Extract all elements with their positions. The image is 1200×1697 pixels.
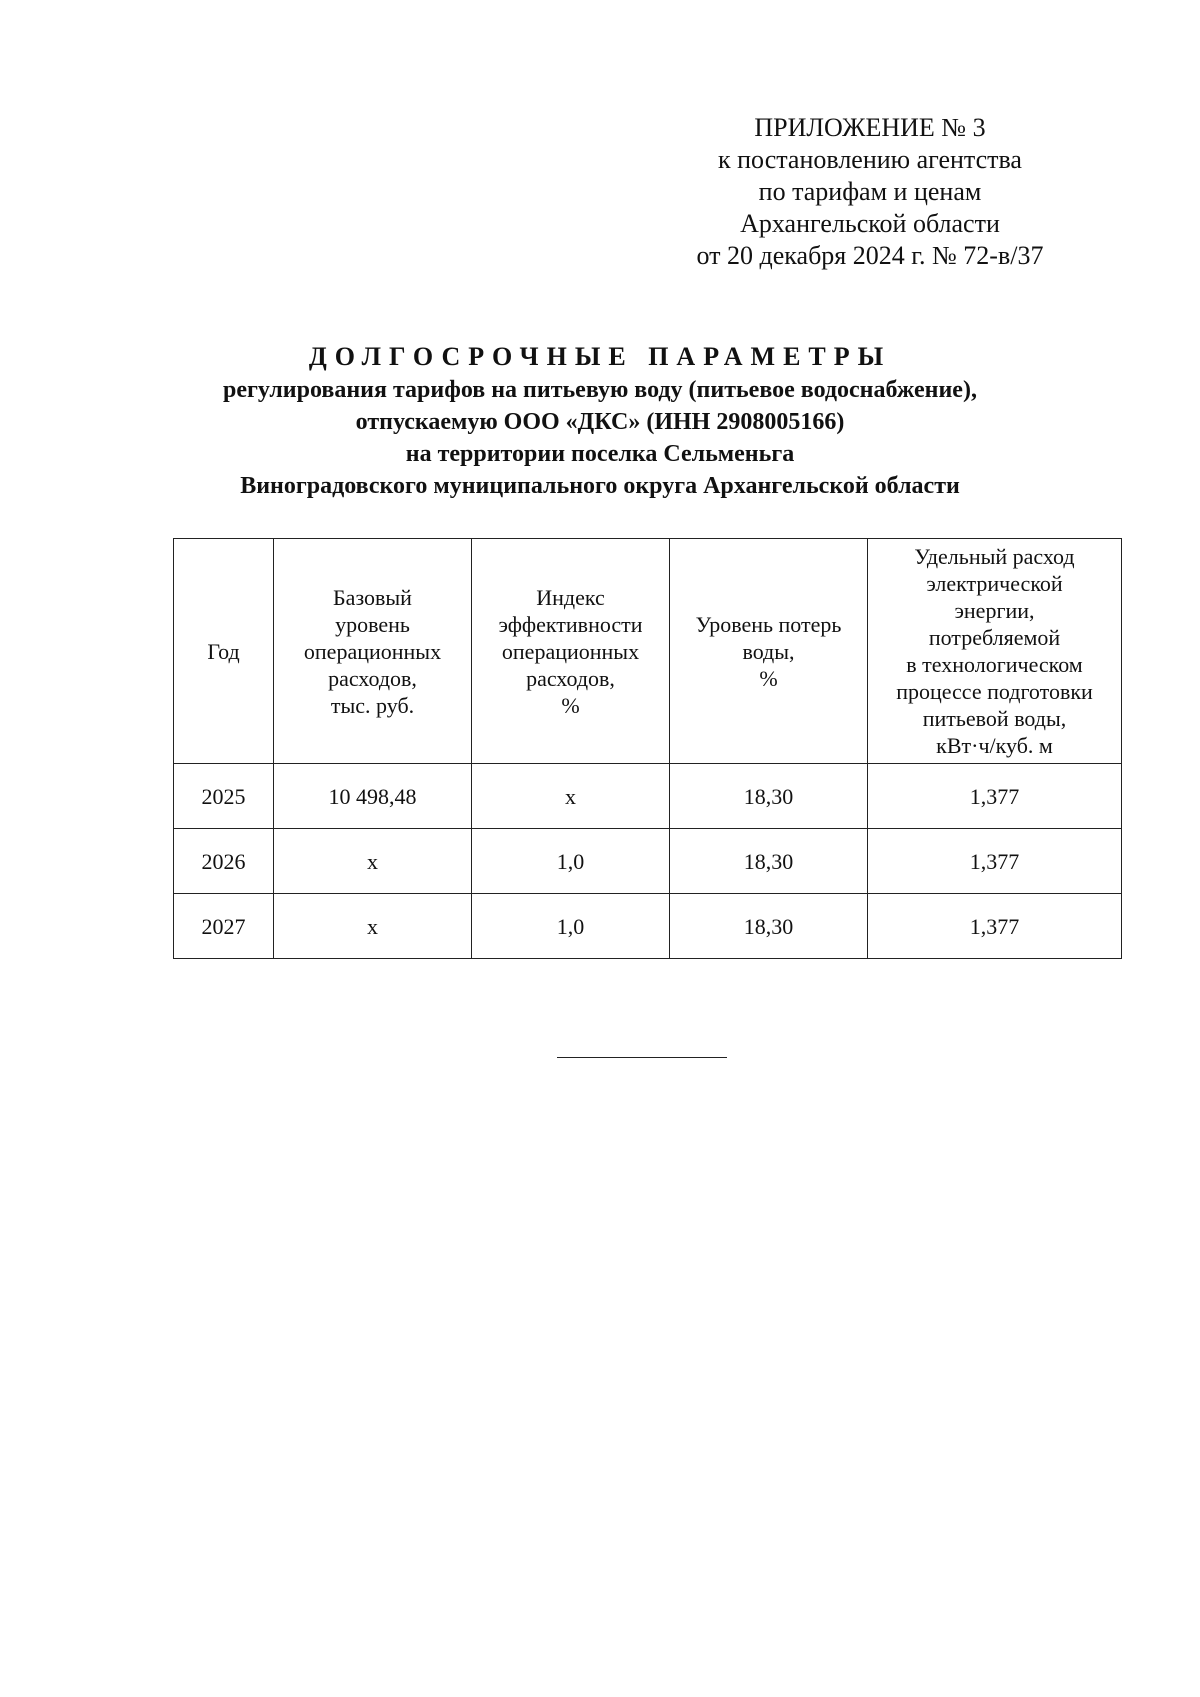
document-heading (100, 340, 1100, 502)
cell-year: 2026 (174, 829, 274, 894)
header-energy-consumption: Удельный расход электрической энергии, потребляемой в технологическом процессе подготовки питьевой воды, кВт·ч/куб. м (868, 539, 1122, 764)
heading-line-3: на территории поселка Сельменьга (405, 441, 795, 467)
header-water-loss: Уровень потерь воды, % (670, 539, 868, 764)
table-header-row (174, 539, 1122, 764)
cell-water-loss: 18,30 (670, 894, 868, 959)
annex-reference: к постановлению агентства (718, 145, 1022, 174)
annex-number: ПРИЛОЖЕНИЕ № 3 (754, 113, 986, 142)
table-row (174, 894, 1122, 959)
document-title: ДОЛГОСРОЧНЫЕ ПАРАМЕТРЫ (308, 342, 892, 371)
heading-line-2: отпускаемую ООО «ДКС» (ИНН 2908005166) (355, 409, 845, 435)
header-efficiency-index: Индекс эффективности операционных расходов, % (472, 539, 670, 764)
cell-water-loss: 18,30 (670, 829, 868, 894)
annex-block (640, 112, 1100, 272)
annex-region: Архангельской области (740, 209, 1000, 238)
parameters-table (173, 538, 1122, 959)
header-base-opex: Базовый уровень операционных расходов, тыс. руб. (274, 539, 472, 764)
cell-efficiency-index: 1,0 (472, 829, 670, 894)
cell-water-loss: 18,30 (670, 764, 868, 829)
heading-line-4: Виноградовского муниципального округа Архангельской области (240, 473, 960, 499)
table-row (174, 764, 1122, 829)
annex-agency: по тарифам и ценам (758, 177, 982, 206)
cell-base-opex: х (274, 829, 472, 894)
cell-year: 2025 (174, 764, 274, 829)
table-row (174, 829, 1122, 894)
cell-base-opex: 10 498,48 (274, 764, 472, 829)
cell-energy-consumption: 1,377 (868, 894, 1122, 959)
cell-energy-consumption: 1,377 (868, 829, 1122, 894)
cell-year: 2027 (174, 894, 274, 959)
cell-energy-consumption: 1,377 (868, 764, 1122, 829)
annex-date: от 20 декабря 2024 г. № 72-в/37 (696, 241, 1044, 270)
cell-efficiency-index: 1,0 (472, 894, 670, 959)
cell-base-opex: х (274, 894, 472, 959)
heading-line-1: регулирования тарифов на питьевую воду (питьевое водоснабжение), (223, 377, 977, 403)
cell-efficiency-index: х (472, 764, 670, 829)
header-year: Год (174, 539, 274, 764)
end-divider (557, 1057, 727, 1058)
